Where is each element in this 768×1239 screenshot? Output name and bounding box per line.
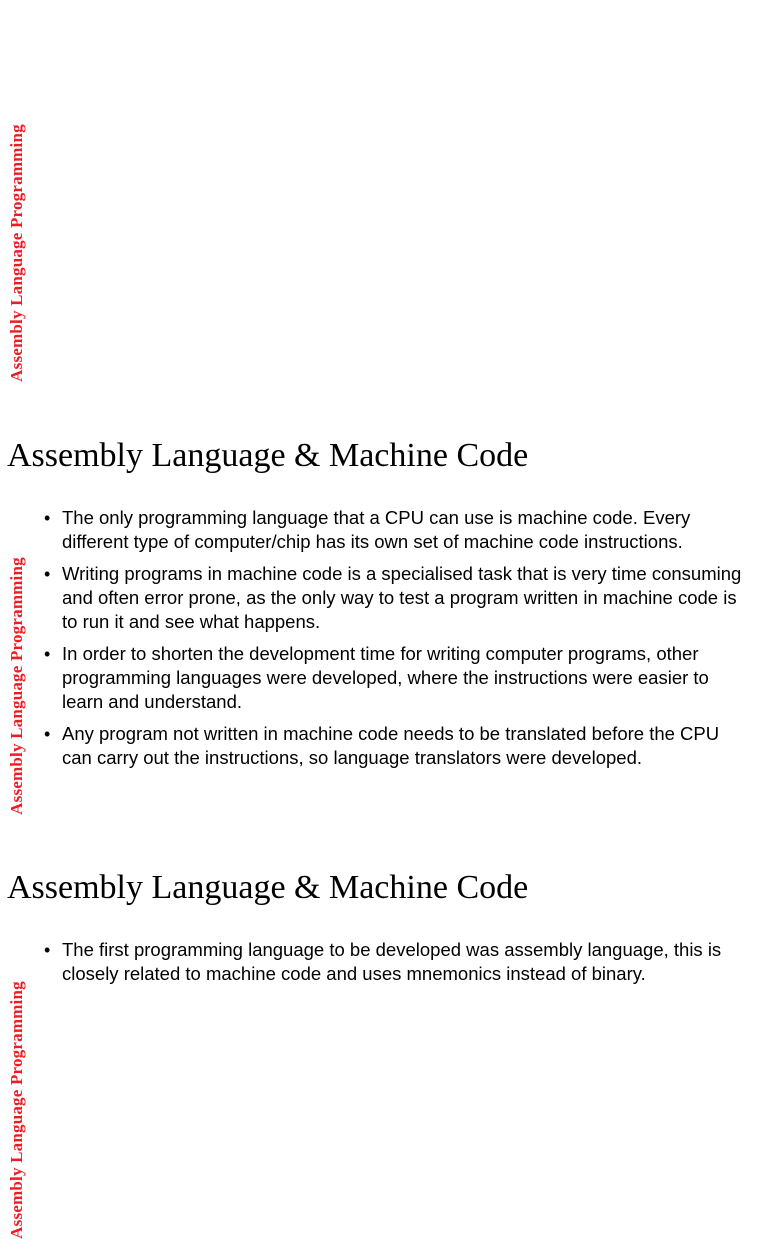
bullet-text: The first programming language to be developed was assembly language, this is closely related to machine code and uses mnemonics instead of binary. xyxy=(62,939,722,984)
bullet-text: The only programming language that a CPU can use is machine code. Every different type of computer/chip has its own set of machine code instructions. xyxy=(62,507,691,552)
bullet-item xyxy=(44,938,744,986)
bullet-item xyxy=(44,562,744,634)
bullet-item xyxy=(44,506,744,554)
bullet-item xyxy=(44,642,744,714)
bullet-item xyxy=(44,722,744,770)
bullet-dot-icon: • xyxy=(44,724,51,744)
bullet-dot-icon: • xyxy=(44,940,51,960)
bullet-dot-icon: • xyxy=(44,644,51,664)
slide-2-side-label: Assembly Language Programming xyxy=(7,557,26,815)
bullet-dot-icon: • xyxy=(44,508,51,528)
slide-1-side-label: Assembly Language Programming xyxy=(7,124,26,382)
bullet-dot-icon: • xyxy=(44,564,51,584)
bullet-text: Writing programs in machine code is a specialised task that is very time consuming and often error prone, as the only way to test a program written in machine code is to run it and see what happens. xyxy=(62,563,742,632)
slide-2-bullet-list xyxy=(44,506,744,778)
slide-3-side-label: Assembly Language Programming xyxy=(7,981,26,1239)
bullet-text: In order to shorten the development time for writing computer programs, other programming languages were developed, where the instructions were easier to learn and understand. xyxy=(62,643,709,712)
bullet-text: Any program not written in machine code needs to be translated before the CPU can carry out the instructions, so language translators were developed. xyxy=(62,723,720,768)
slide-2-title: Assembly Language & Machine Code xyxy=(7,437,529,474)
slide-3-bullet-list xyxy=(44,938,744,994)
slide-3-title: Assembly Language & Machine Code xyxy=(7,869,529,906)
